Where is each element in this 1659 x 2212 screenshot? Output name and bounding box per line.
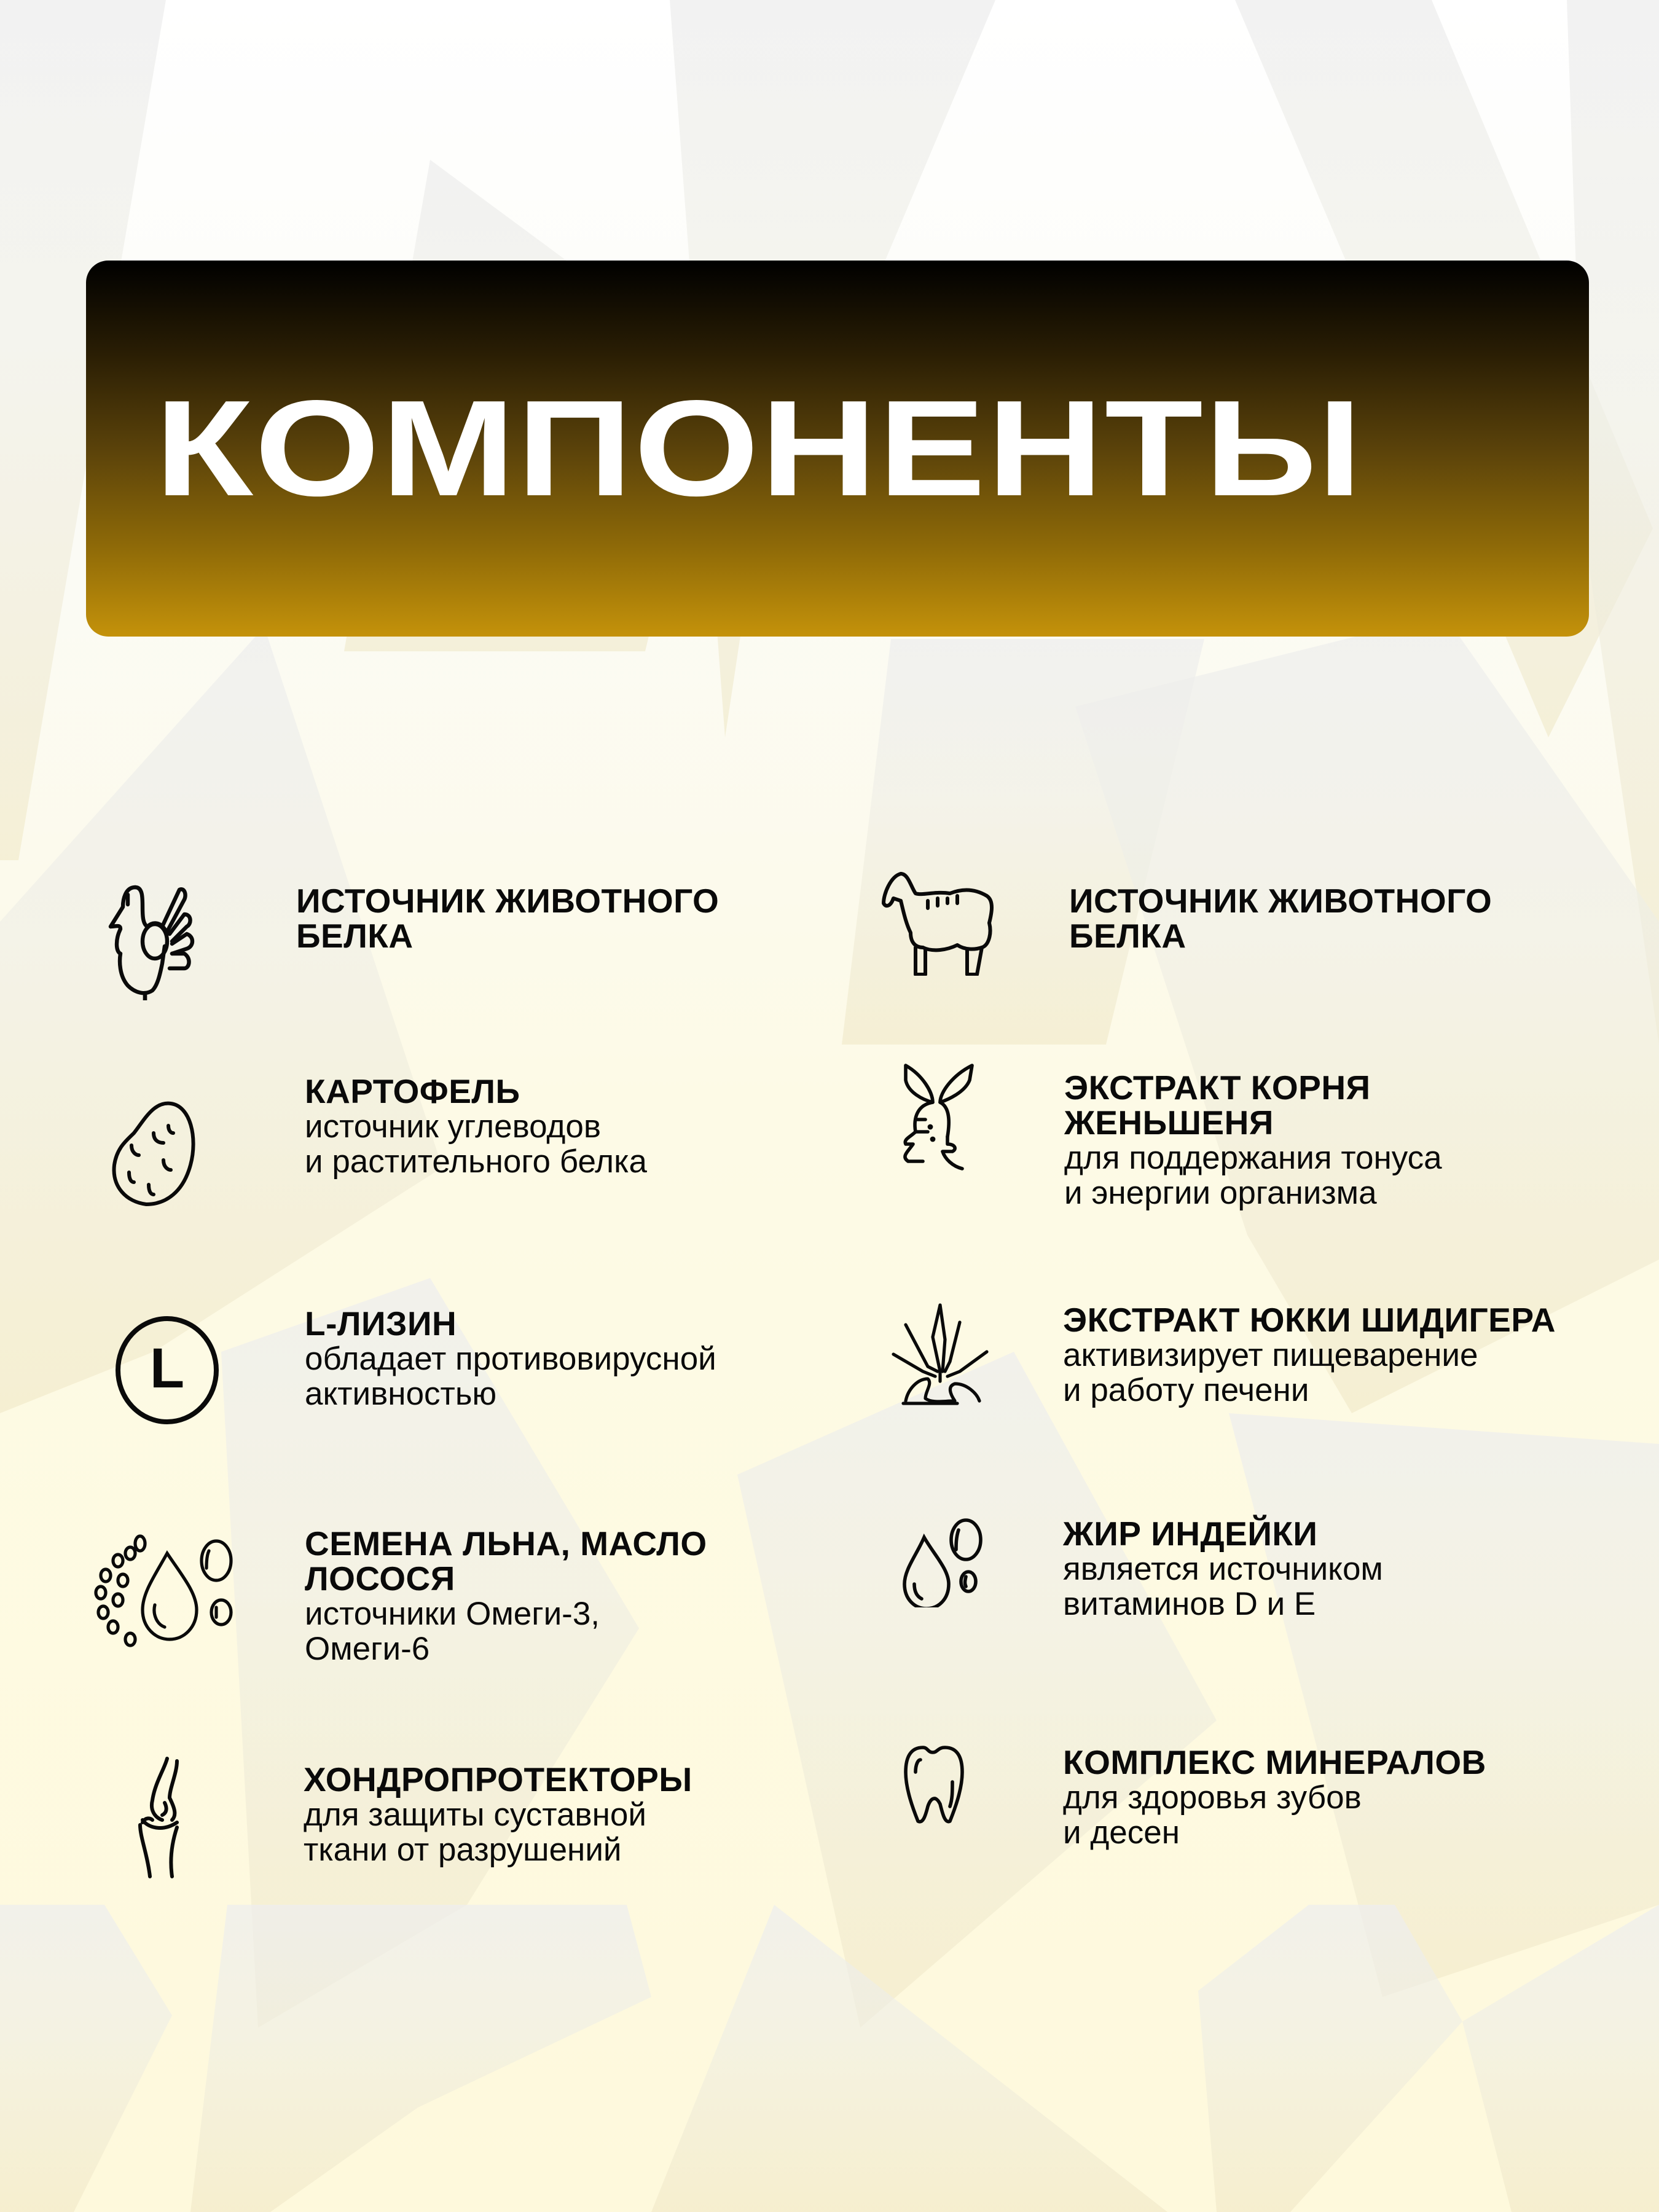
page-title: КОМПОНЕНТЫ xyxy=(155,372,1364,525)
item-text-block xyxy=(1063,1516,1383,1622)
item-title: ИСТОЧНИК ЖИВОТНОГО БЕЛКА xyxy=(1069,882,1492,955)
component-item-chondroprotectors xyxy=(103,1756,804,1891)
item-title: СЕМЕНА ЛЬНА, МАСЛО ЛОСОСЯ xyxy=(305,1524,707,1598)
item-text-block xyxy=(1064,1070,1442,1210)
component-item-potato xyxy=(103,1074,804,1222)
item-title: ИСТОЧНИК ЖИВОТНОГО БЕЛКА xyxy=(296,882,720,955)
item-title: ХОНДРОПРОТЕКТОРЫ xyxy=(304,1760,692,1798)
potato-icon xyxy=(109,1096,214,1207)
item-text-block xyxy=(1069,884,1492,954)
l-lysine-icon xyxy=(111,1314,224,1427)
item-description: источники Омеги-3, Омеги-6 xyxy=(305,1596,600,1667)
component-item-mineral-complex xyxy=(903,1745,1641,1880)
item-text-block xyxy=(296,884,719,954)
sheep-icon xyxy=(879,871,1002,976)
yucca-plant-icon xyxy=(891,1303,995,1407)
item-title: ЭКСТРАКТ КОРНЯ ЖЕНЬШЕНЯ xyxy=(1064,1069,1371,1142)
item-text-block xyxy=(305,1074,647,1179)
item-text-block xyxy=(305,1526,707,1666)
component-item-turkey-fat xyxy=(897,1515,1634,1650)
component-item-l-lysine xyxy=(103,1306,804,1429)
ginseng-root-icon xyxy=(898,1063,978,1174)
item-description: для защиты суставной ткани от разрушений xyxy=(304,1797,646,1868)
component-item-turkey-protein xyxy=(103,877,804,1000)
component-item-yucca-extract xyxy=(891,1303,1641,1438)
item-title: ЭКСТРАКТ ЮККИ ШИДИГЕРА xyxy=(1063,1301,1556,1339)
item-text-block xyxy=(1063,1303,1556,1408)
item-text-block xyxy=(1063,1745,1486,1850)
item-description: обладает противовирусной активностью xyxy=(305,1341,716,1412)
component-item-lamb-protein xyxy=(879,871,1641,994)
svg-text:L: L xyxy=(149,1337,185,1400)
item-description: является источником витаминов D и E xyxy=(1063,1551,1383,1622)
item-description: активизирует пищеварение и работу печени xyxy=(1063,1337,1478,1408)
item-title: КОМПЛЕКС МИНЕРАЛОВ xyxy=(1063,1743,1486,1781)
knee-joint-icon xyxy=(133,1756,194,1879)
item-title: L-ЛИЗИН xyxy=(305,1304,457,1343)
item-description: для здоровья зубов и десен xyxy=(1063,1779,1362,1851)
component-item-ginseng-extract xyxy=(898,1063,1636,1223)
component-item-flax-salmon-oil xyxy=(86,1526,823,1686)
item-title: ЖИР ИНДЕЙКИ xyxy=(1063,1515,1318,1553)
item-title: КАРТОФЕЛЬ xyxy=(305,1072,520,1110)
item-description: для поддержания тонуса и энергии организма xyxy=(1064,1140,1442,1211)
item-text-block xyxy=(305,1306,716,1411)
fat-drop-icon xyxy=(897,1515,989,1607)
oil-drops-icon xyxy=(86,1526,246,1649)
tooth-icon xyxy=(903,1745,979,1825)
item-description: источник углеводов и растительного белка xyxy=(305,1108,647,1180)
item-text-block xyxy=(304,1762,692,1867)
header-banner xyxy=(86,261,1589,637)
turkey-icon xyxy=(103,877,226,1000)
